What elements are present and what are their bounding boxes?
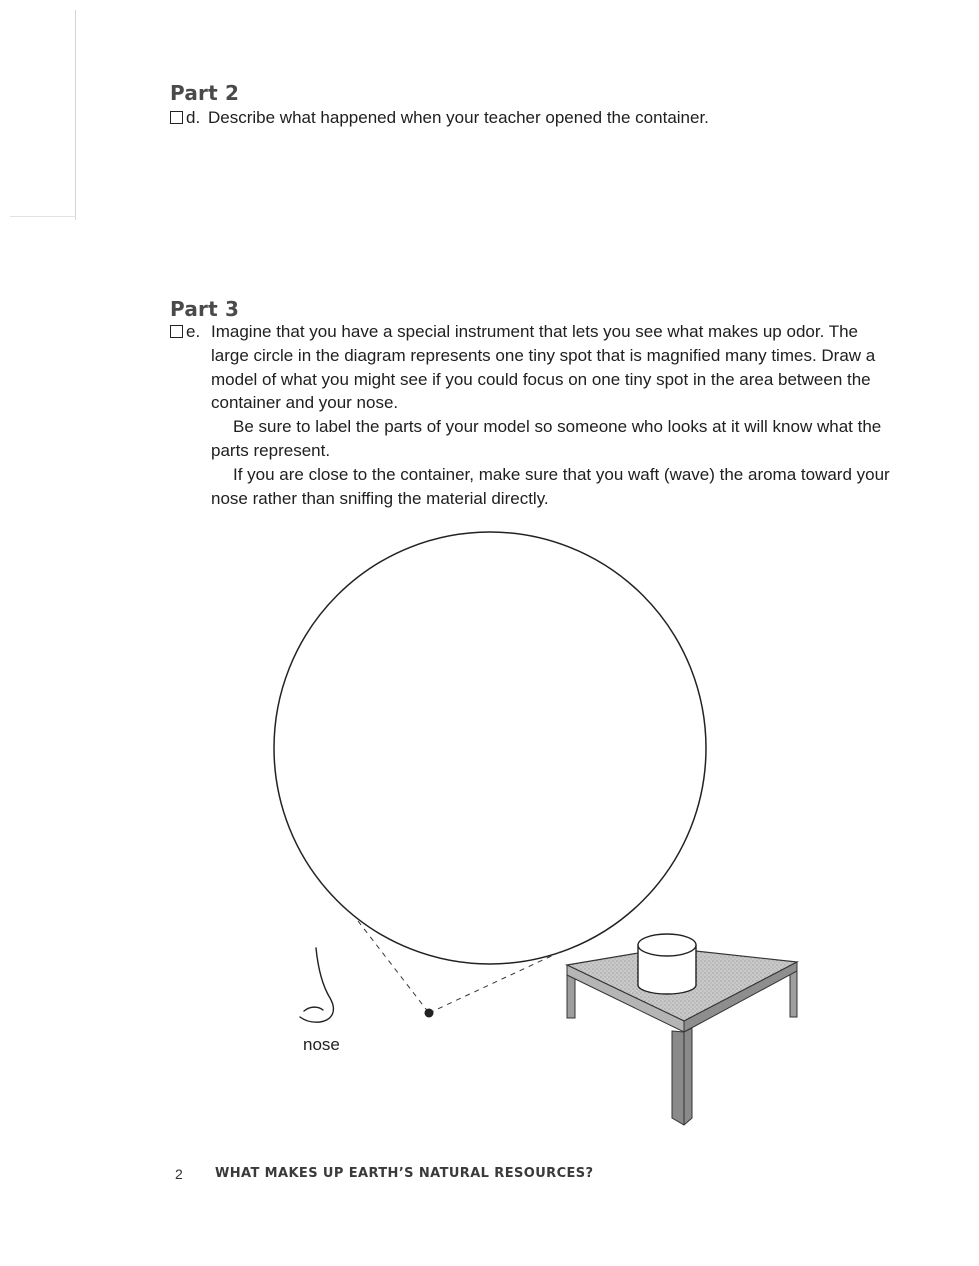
- marker-label-d: d.: [186, 108, 201, 127]
- marker-label-e: e.: [186, 322, 201, 341]
- nose-icon: [300, 948, 333, 1022]
- magnified-spot-circle[interactable]: [274, 532, 706, 964]
- prompt-d-text: Describe what happened when your teacher opened the container.: [208, 108, 709, 127]
- nose-label: nose: [303, 1035, 340, 1054]
- focus-point: [425, 1009, 434, 1018]
- page-number: 2: [175, 1166, 183, 1182]
- table-illustration: [567, 934, 797, 1125]
- prompt-e-paragraph-3: If you are close to the container, make sure that you waft (wave) the aroma toward your nose rather than sniffing the material directly.: [211, 464, 890, 508]
- footer-title: WHAT MAKES UP EARTH’S NATURAL RESOURCES?: [215, 1166, 594, 1181]
- part2-heading: Part 2: [170, 81, 240, 105]
- prompt-e-paragraph-2: Be sure to label the parts of your model so someone who looks at it will know what the parts represent.: [211, 417, 882, 460]
- part3-heading: Part 3: [170, 297, 240, 321]
- prompt-e-paragraph-1: Imagine that you have a special instrument that lets you see what makes up odor. The large circle in the diagram represents one tiny spot that is magnified many times. Draw a model of what you might see if you could focus on one tiny spot in the area between the container and your nose.: [211, 322, 876, 413]
